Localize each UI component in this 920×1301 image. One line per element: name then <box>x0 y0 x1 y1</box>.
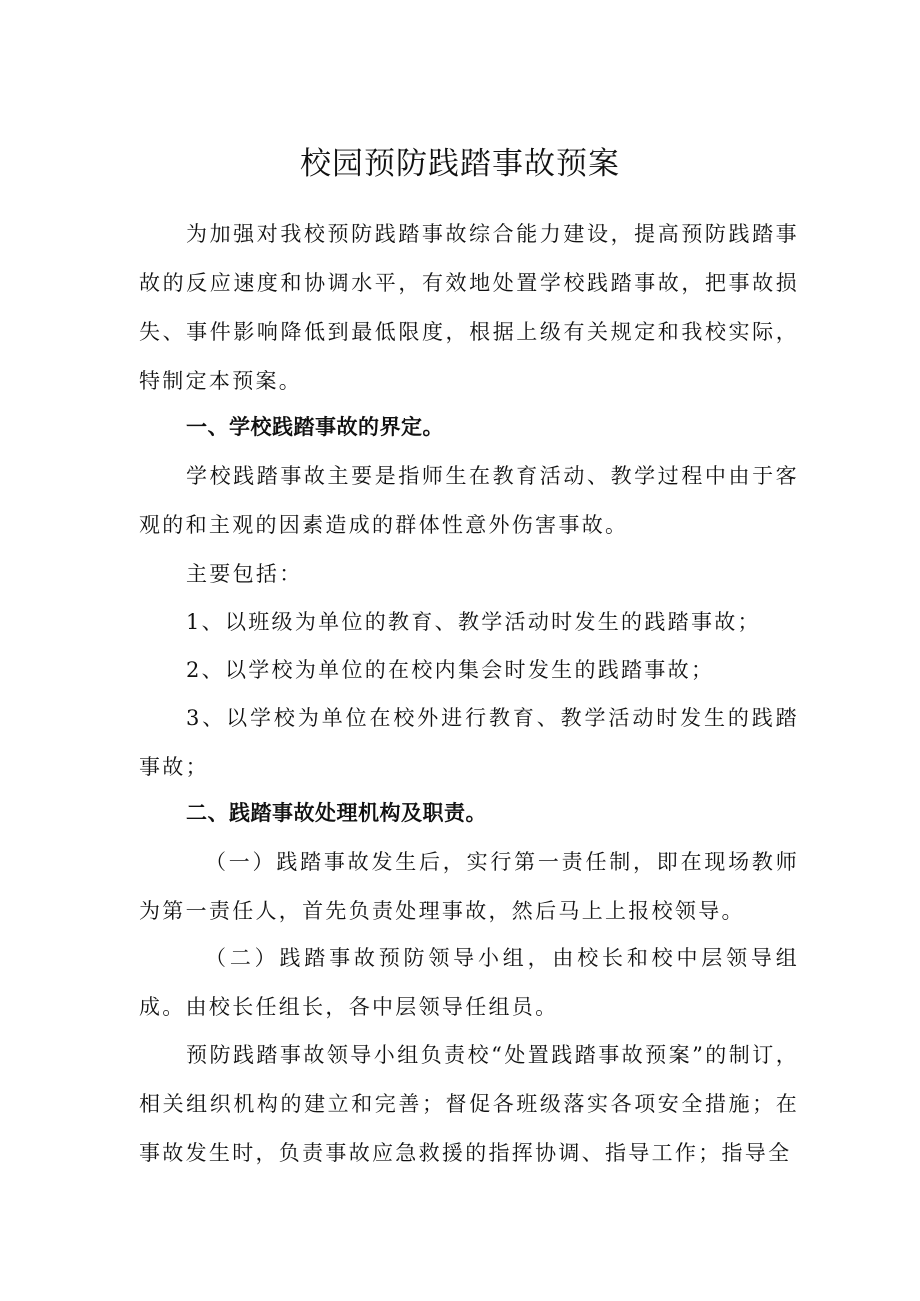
intro-paragraph: 为加强对我校预防践踏事故综合能力建设，提高预防践踏事故的反应速度和协调水平，有效地处置学校践踏事故，把事故损失、事件影响降低到最低限度，根据上级有关规定和我校实际，特制定本预案。 <box>139 222 799 393</box>
section-2-heading: 二、践踏事故处理机构及职责。 <box>186 801 487 825</box>
list-item-1: 1、以班级为单位的教育、教学活动时发生的践踏事故； <box>186 610 761 634</box>
section-2-paragraph-2: （二）践踏事故预防领导小组，由校长和校中层领导组成。由校长任组长，各中层领导任组员。 <box>139 946 799 1019</box>
section-1-definition: 学校践踏事故主要是指师生在教育活动、教学过程中由于客观的和主观的因素造成的群体性意外伤害事故。 <box>139 464 799 537</box>
list-item-3: 3、以学校为单位在校外进行教育、教学活动时发生的践踏事故； <box>139 706 799 779</box>
document-title: 校园预防践踏事故预案 <box>300 146 620 182</box>
section-2-paragraph-1: （一）践踏事故发生后，实行第一责任制，即在现场教师为第一责任人，首先负责处理事故，然后马上上报校领导。 <box>139 850 799 923</box>
list-item-2: 2、以学校为单位的在校内集会时发生的践踏事故； <box>186 658 715 682</box>
section-1-heading: 一、学校践踏事故的界定。 <box>186 415 444 439</box>
section-2-paragraph-3: 预防践踏事故领导小组负责校“处置践踏事故预案”的制订，相关组织机构的建立和完善；督促各班级落实各项安全措施；在事故发生时，负责事故应急救援的指挥协调、指导工作；指导全 <box>139 1043 799 1165</box>
list-intro: 主要包括： <box>186 562 303 586</box>
